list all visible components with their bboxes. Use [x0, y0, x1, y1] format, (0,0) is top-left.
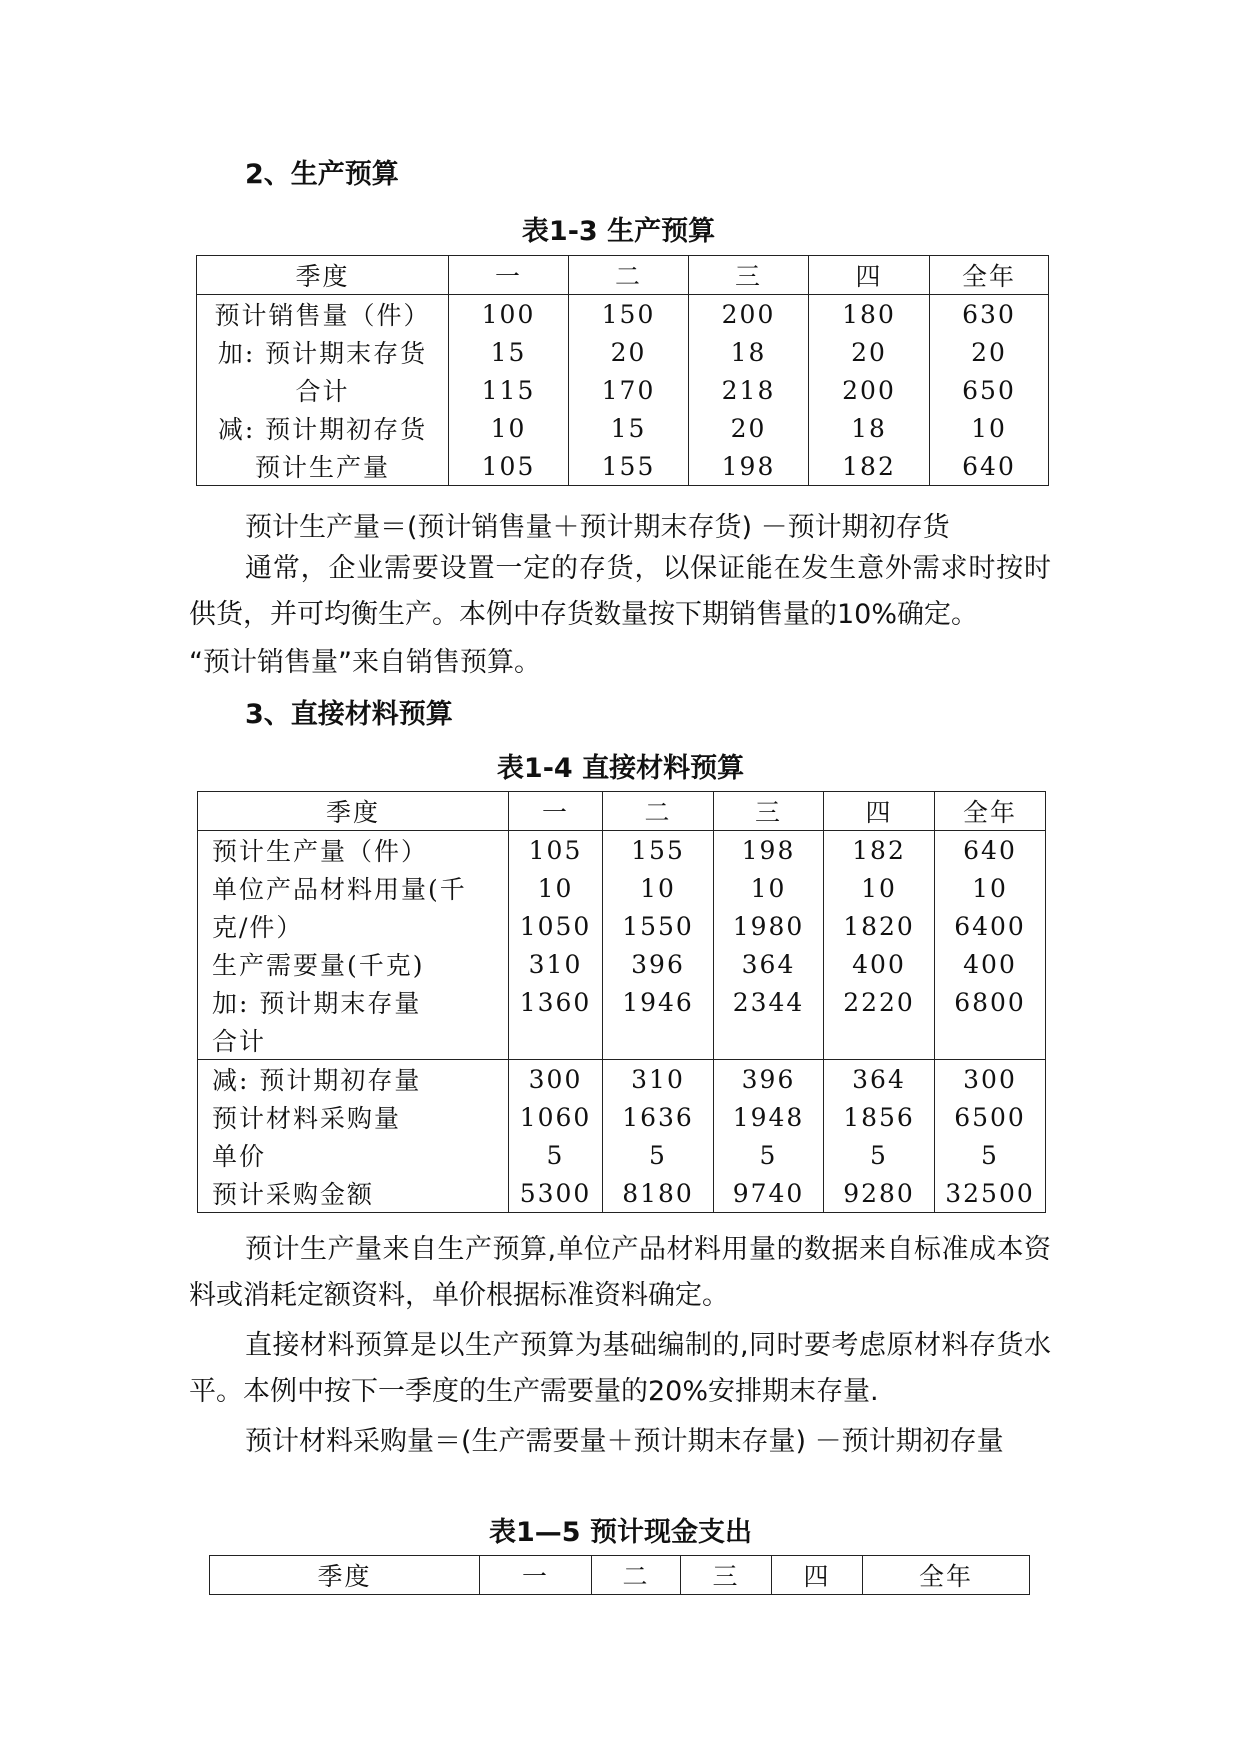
table-cell: 5 [509, 1136, 603, 1174]
table-cell: 20 [569, 333, 689, 371]
table-cell: 155 [603, 831, 714, 870]
table-header-row [197, 256, 1049, 295]
table-cell: 396 [603, 945, 714, 983]
row-label: 单价 [198, 1136, 509, 1174]
table-cell: 1820 [824, 907, 935, 945]
table-cell: 20 [930, 333, 1049, 371]
table-cell: 198 [689, 447, 809, 486]
table-caption: 表1—5 预计现金支出 [489, 1517, 752, 1548]
header-cell: 季度 [197, 256, 449, 295]
table-cell [603, 1021, 714, 1060]
table-caption: 表1-4 直接材料预算 [496, 753, 745, 784]
table-cell: 18 [689, 333, 809, 371]
table-cell: 650 [930, 371, 1049, 409]
table-cell: 10 [509, 869, 603, 907]
table-cell: 1980 [714, 907, 824, 945]
table-cell [935, 1021, 1046, 1060]
production-budget-table [196, 255, 1049, 486]
table-cell: 310 [603, 1060, 714, 1099]
row-label: 减: 预计期初存量 [198, 1060, 509, 1099]
table-row [197, 371, 1049, 409]
table-cell: 9280 [824, 1174, 935, 1213]
table-cell: 2220 [824, 983, 935, 1021]
row-label: 合计 [198, 1021, 509, 1060]
note-text: “预计销售量”来自销售预算。 [189, 647, 541, 678]
row-label: 预计采购金额 [198, 1174, 509, 1213]
table-cell: 18 [809, 409, 930, 447]
table-cell: 5 [714, 1136, 824, 1174]
formula-text: 预计生产量＝(预计销售量＋预计期末存货) －预计期初存货 [245, 512, 950, 543]
header-cell: 全年 [935, 792, 1046, 831]
table-cell: 218 [689, 371, 809, 409]
table-row [197, 295, 1049, 334]
section-heading: 3、直接材料预算 [245, 699, 453, 730]
row-label: 生产需要量(千克) [198, 945, 509, 983]
header-cell: 四 [824, 792, 935, 831]
row-label: 加: 预计期末存货 [197, 333, 449, 371]
header-cell: 全年 [930, 256, 1049, 295]
table-row [197, 447, 1049, 486]
table-cell: 182 [824, 831, 935, 870]
table-row [198, 983, 1046, 1021]
table-cell: 1060 [509, 1098, 603, 1136]
table-cell: 10 [930, 409, 1049, 447]
table-cell: 640 [930, 447, 1049, 486]
table-cell: 6800 [935, 983, 1046, 1021]
table-cell: 180 [809, 295, 930, 334]
table-cell: 10 [824, 869, 935, 907]
row-label: 单位产品材料用量(千 [198, 869, 509, 907]
table-cell: 8180 [603, 1174, 714, 1213]
table-cell [714, 1021, 824, 1060]
row-label: 预计销售量（件） [197, 295, 449, 334]
header-cell: 三 [689, 256, 809, 295]
header-cell: 三 [681, 1556, 772, 1595]
body-paragraph: 通常，企业需要设置一定的存货，以保证能在发生意外需求时按时供货，并可均衡生产。本例中存货数量按下期销售量的10%确定。 [189, 553, 1051, 630]
header-cell: 全年 [863, 1556, 1030, 1595]
table-cell: 396 [714, 1060, 824, 1099]
row-label: 合计 [197, 371, 449, 409]
table-cell: 115 [449, 371, 569, 409]
table-cell [824, 1021, 935, 1060]
table-cell: 1636 [603, 1098, 714, 1136]
table-cell: 15 [569, 409, 689, 447]
header-cell: 二 [569, 256, 689, 295]
body-paragraph: 预计材料采购量＝(生产需要量＋预计期末存量) －预计期初存量 [245, 1426, 1004, 1457]
table-cell: 5300 [509, 1174, 603, 1213]
header-cell: 四 [772, 1556, 863, 1595]
table-cell: 630 [930, 295, 1049, 334]
table-cell: 1856 [824, 1098, 935, 1136]
table-cell: 1360 [509, 983, 603, 1021]
table-row [198, 1098, 1046, 1136]
header-cell: 二 [603, 792, 714, 831]
header-cell: 一 [449, 256, 569, 295]
table-cell: 100 [449, 295, 569, 334]
table-cell: 105 [509, 831, 603, 870]
table-cell: 6500 [935, 1098, 1046, 1136]
table-row [198, 831, 1046, 870]
table-cell: 182 [809, 447, 930, 486]
row-label: 加: 预计期末存量 [198, 983, 509, 1021]
table-cell: 170 [569, 371, 689, 409]
table-cell: 200 [689, 295, 809, 334]
table-cell: 400 [935, 945, 1046, 983]
table-cell: 5 [824, 1136, 935, 1174]
table-row [198, 907, 1046, 945]
header-cell: 一 [509, 792, 603, 831]
table-cell: 1050 [509, 907, 603, 945]
table-cell: 400 [824, 945, 935, 983]
table-cell: 310 [509, 945, 603, 983]
table-cell: 10 [935, 869, 1046, 907]
table-row [198, 1021, 1046, 1060]
table-cell: 32500 [935, 1174, 1046, 1213]
table-cell: 2344 [714, 983, 824, 1021]
body-paragraph: 直接材料预算是以生产预算为基础编制的,同时要考虑原材料存货水平。本例中按下一季度的生产需要量的20%安排期末存量. [189, 1330, 1051, 1407]
table-cell: 9740 [714, 1174, 824, 1213]
row-label: 预计生产量 [197, 447, 449, 486]
table-header-row [198, 792, 1046, 831]
table-cell: 105 [449, 447, 569, 486]
table-cell: 300 [509, 1060, 603, 1099]
header-cell: 季度 [210, 1556, 480, 1595]
table-row [197, 409, 1049, 447]
section-heading: 2、生产预算 [245, 159, 399, 190]
table-cell: 6400 [935, 907, 1046, 945]
table-cell: 10 [449, 409, 569, 447]
header-cell: 三 [714, 792, 824, 831]
table-row [198, 945, 1046, 983]
table-cell: 1946 [603, 983, 714, 1021]
row-label: 克/件） [198, 907, 509, 945]
row-label: 减: 预计期初存货 [197, 409, 449, 447]
table-cell: 15 [449, 333, 569, 371]
header-cell: 二 [592, 1556, 681, 1595]
direct-materials-budget-table [197, 791, 1046, 1213]
table-cell: 640 [935, 831, 1046, 870]
table-cell: 5 [603, 1136, 714, 1174]
table-cell: 198 [714, 831, 824, 870]
row-label: 预计材料采购量 [198, 1098, 509, 1136]
cash-expenditure-table [209, 1555, 1030, 1595]
table-header-row [210, 1556, 1030, 1595]
row-label: 预计生产量（件） [198, 831, 509, 870]
table-row [198, 1060, 1046, 1099]
header-cell: 一 [480, 1556, 592, 1595]
table-cell: 1550 [603, 907, 714, 945]
header-cell: 四 [809, 256, 930, 295]
table-caption: 表1-3 生产预算 [521, 216, 716, 247]
table-cell: 300 [935, 1060, 1046, 1099]
table-cell: 1948 [714, 1098, 824, 1136]
table-row [198, 1136, 1046, 1174]
table-cell: 364 [824, 1060, 935, 1099]
table-cell: 20 [809, 333, 930, 371]
table-cell: 5 [935, 1136, 1046, 1174]
table-cell: 155 [569, 447, 689, 486]
table-cell: 364 [714, 945, 824, 983]
table-cell: 10 [714, 869, 824, 907]
table-cell: 20 [689, 409, 809, 447]
table-row [198, 869, 1046, 907]
table-cell: 10 [603, 869, 714, 907]
table-cell: 150 [569, 295, 689, 334]
table-cell: 200 [809, 371, 930, 409]
table-row [197, 333, 1049, 371]
table-cell [509, 1021, 603, 1060]
header-cell: 季度 [198, 792, 509, 831]
table-row [198, 1174, 1046, 1213]
body-paragraph: 预计生产量来自生产预算,单位产品材料用量的数据来自标准成本资料或消耗定额资料，单价根据标准资料确定。 [189, 1234, 1051, 1311]
